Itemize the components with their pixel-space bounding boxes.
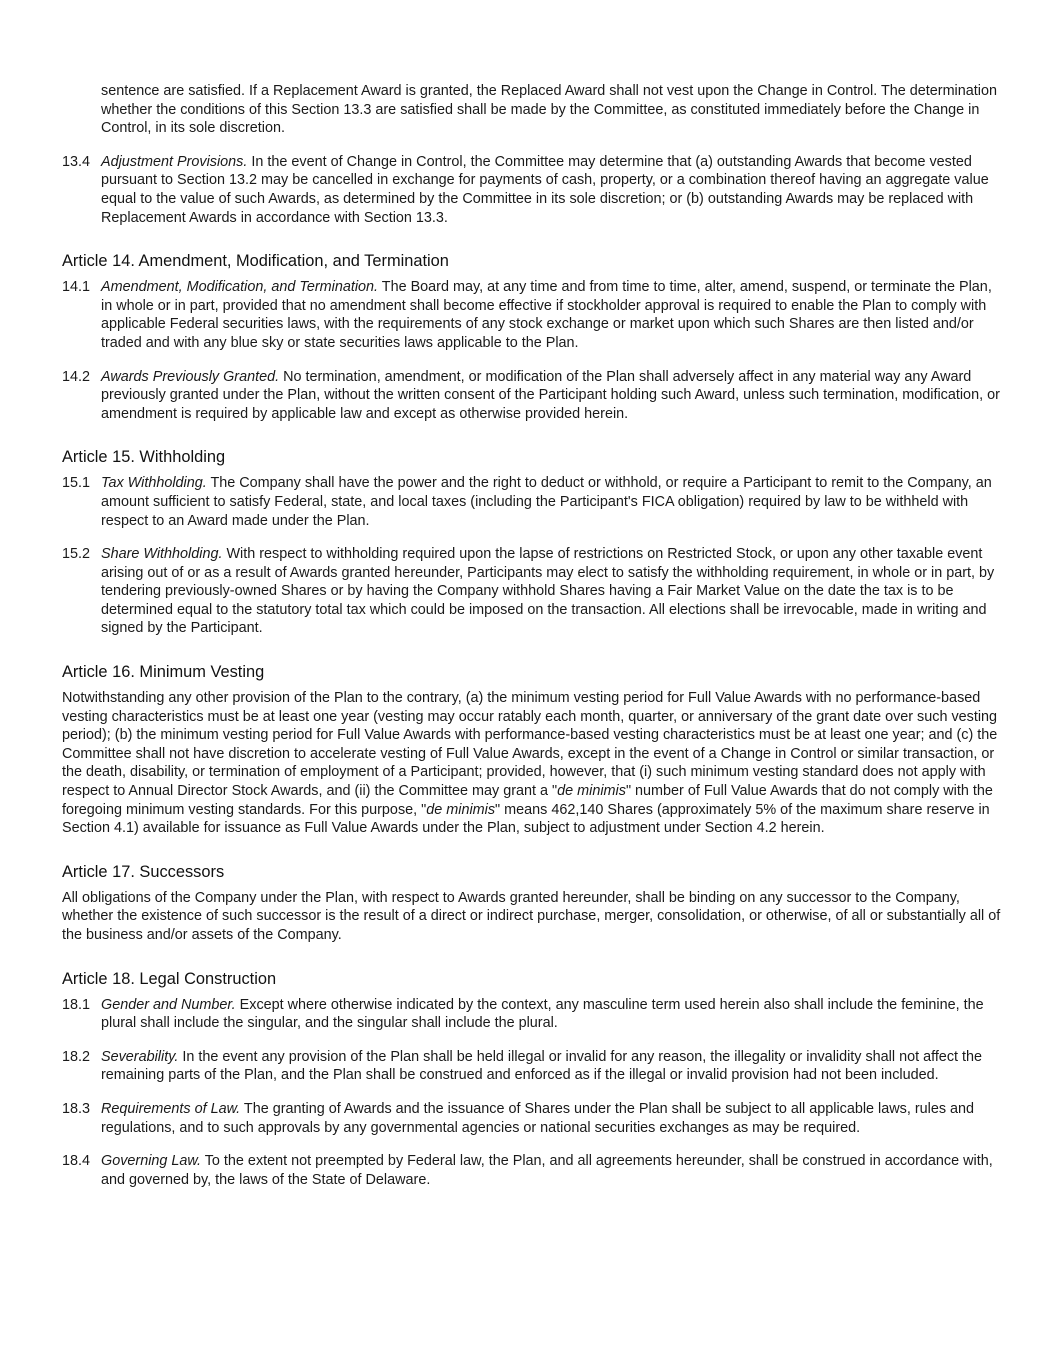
section-text: The Board may, at any time and from time to time, alter, amend, suspend, or terminate the Plan, in whole or in part, provided that no amendment shall become effective if stockholder approval is required to enable the Plan to comply with applicable Federal securities laws, with the requirements of any stock exchange or market upon which such Shares are then listed and/or traded and with any blue sky or state securities laws applicable to the Plan. [101, 279, 992, 351]
section-body [101, 474, 1002, 530]
section-number: 18.2 [62, 1048, 91, 1065]
section-body [101, 1048, 1002, 1085]
section-title: Share Withholding. [101, 546, 223, 563]
section-text: In the event any provision of the Plan shall be held illegal or invalid for any reason, the illegality or invalidity shall not affect the remaining parts of the Plan, and the Plan shall be construed and enforced as if the illegal or invalid provision had not been included. [101, 1048, 983, 1084]
section-title: Gender and Number. [101, 996, 236, 1013]
section-body [101, 996, 1002, 1033]
section-title: Tax Withholding. [101, 475, 207, 492]
section-body [101, 368, 1002, 424]
section-title: Governing Law. [101, 1153, 201, 1170]
section-13-4 [62, 153, 1002, 227]
article-14-heading: Article 14. Amendment, Modification, and Termination [62, 252, 449, 271]
section-text: Except where otherwise indicated by the context, any masculine term used herein also shall include the feminine, the plural shall include the singular, and the singular shall include the plural. [101, 996, 984, 1032]
section-13-3-continuation: sentence are satisfied. If a Replacement Award is granted, the Replaced Award shall not vest upon the Change in Control. The determination whether the conditions of this Section 13.3 are satisfied shall be made by the Committee, as constituted immediately before the Change in Control, in its sole discretion. [101, 83, 997, 137]
section-body [101, 153, 1002, 227]
section-number: 14.2 [62, 368, 91, 385]
section-text: To the extent not preempted by Federal law, the Plan, and all agreements hereunder, shall be construed in accordance with, and governed by, the laws of the State of Delaware. [101, 1153, 993, 1188]
section-body [101, 545, 1002, 638]
section-14-1 [62, 278, 1002, 352]
section-text: With respect to withholding required upon the lapse of restrictions on Restricted Stock, or upon any other taxable event arising out of or as a result of Awards granted hereunder, Participants may elect to satisfy the withholding requirement, in whole or in part, by tendering previously-owned Shares or by having the Company withhold Shares having a Fair Market Value on the date the tax is to be determined equal to the statutory total tax which could be imposed on the transaction. All elections shall be irrevocable, made in writing and signed by the Participant. [101, 546, 995, 637]
section-title: Severability. [101, 1048, 179, 1065]
section-text: In the event of Change in Control, the Committee may determine that (a) outstanding Awards that become vested pursuant to Section 13.2 may be cancelled in exchange for payments of cash, property, or a combination thereof having an aggregate value equal to the value of such Awards, as determined by the Committee in its sole discretion; or (b) outstanding Awards may be replaced with Replacement Awards in accordance with Section 13.3. [101, 153, 989, 226]
section-14-2 [62, 368, 1002, 424]
section-number: 15.2 [62, 546, 91, 563]
de-minimis-term: de minimis [426, 801, 496, 818]
section-text: No termination, amendment, or modification of the Plan shall adversely affect in any material way any Award previously granted under the Plan, without the written consent of the Participant holding such Award, unless such termination, modification, or amendment is required by applicable law and except as otherwise provided herein. [101, 368, 1000, 422]
article-16-text [62, 689, 1002, 838]
section-number: 13.4 [62, 153, 91, 170]
text-part: " means 462,140 Shares (approximately 5% of the maximum share reserve in Section 4.1) available for issuance as Full Value Awards under the Plan, subject to adjustment under Section 4.2 herein. [62, 801, 990, 837]
text-part: Notwithstanding any other provision of the Plan to the contrary, (a) the minimum vesting period for Full Value Awards with no performance-based vesting characteristics must be at least one year (vesting may occur ratably each month, quarter, or anniversary of the grant date over such vesting period); (b) the minimum vesting period for Full Value Awards with performance-based vesting characteristics must be at least one year; and (c) the Committee shall not have discretion to accelerate vesting of Full Value Awards, except in the event of a Change in Control or similar transaction, or the death, disability, or termination of employment of a Participant; provided, however, that (i) such minimum vesting standard does not apply with respect to Annual Director Stock Awards, and (ii) the Committee may grant a " [62, 690, 998, 800]
section-18-2 [62, 1048, 1002, 1085]
section-title: Adjustment Provisions. [101, 153, 248, 170]
document-page [62, 82, 1002, 1204]
section-number: 14.1 [62, 279, 91, 296]
section-body [101, 278, 1002, 352]
section-title: Awards Previously Granted. [101, 368, 280, 385]
section-text: The Company shall have the power and the right to deduct or withhold, or require a Participant to remit to the Company, an amount sufficient to satisfy Federal, state, and local taxes (including the Participant's FICA obligation) required by law to be withheld with respect to an Award made under the Plan. [101, 475, 992, 529]
section-15-1 [62, 474, 1002, 530]
section-text: The granting of Awards and the issuance of Shares under the Plan shall be subject to all applicable laws, rules and regulations, and to such approvals by any governmental agencies or national securities exchanges as may be required. [101, 1100, 975, 1136]
section-title: Amendment, Modification, and Termination. [101, 279, 379, 296]
article-18-heading: Article 18. Legal Construction [62, 969, 277, 988]
section-number: 18.4 [62, 1153, 91, 1170]
article-17-text: All obligations of the Company under the Plan, with respect to Awards granted hereunder, shall be binding on any successor to the Company, whether the existence of such successor is the result of a direct or indirect purchase, merger, consolidation, or otherwise, of all or substantially all of the business and/or assets of the Company. [62, 889, 1001, 943]
section-18-3 [62, 1100, 1002, 1137]
section-body [101, 1100, 1002, 1137]
section-body [101, 1152, 1002, 1189]
article-15-heading: Article 15. Withholding [62, 448, 226, 467]
section-number: 15.1 [62, 475, 91, 492]
section-18-4 [62, 1152, 1002, 1189]
de-minimis-term: de minimis [557, 783, 626, 800]
text-part: " number of Full Value Awards that do not comply with the foregoing minimum vesting standards. For this purpose, " [62, 783, 993, 818]
section-18-1 [62, 996, 1002, 1033]
section-title: Requirements of Law. [101, 1100, 241, 1117]
article-17-heading: Article 17. Successors [62, 862, 225, 881]
section-number: 18.1 [62, 996, 91, 1013]
section-number: 18.3 [62, 1100, 91, 1117]
article-16-heading: Article 16. Minimum Vesting [62, 663, 265, 682]
section-15-2 [62, 545, 1002, 638]
